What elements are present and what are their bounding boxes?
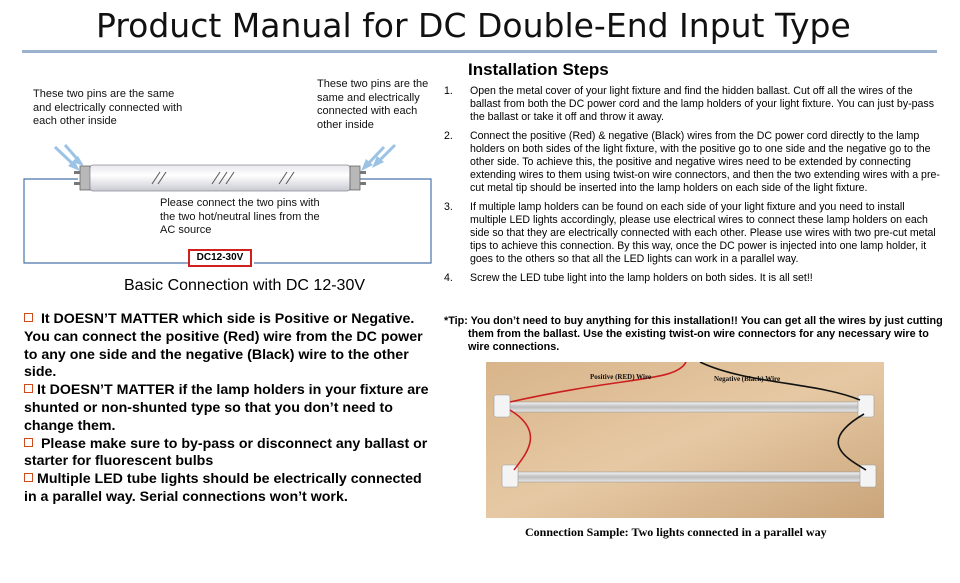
step-item: 3. If multiple lamp holders can be found on each side of your light fixture and you need to install multiple LED lights accordingly, please use electrical wires to connect these lamp holders on each side so that they are electrically connected with each other. Please use wires with two pre-cut metal tips to achieve this connection. By this way, once the DC power is injected into one lamp holder, it goes to the others so that all the LED lights can work in a parallel way. — [444, 201, 936, 265]
checkbox-icon — [24, 313, 33, 322]
tube-body — [90, 165, 350, 191]
photo-caption: Connection Sample: Two lights connected in a parallel way — [525, 525, 827, 539]
step-item: 4. Screw the LED tube light into the lamp holders on both sides. It is all set!! — [444, 272, 813, 285]
photo-tube-lower — [508, 472, 870, 482]
note-item: It DOESN’T MATTER if the lamp holders in your fixture are shunted or non-shunted type so that you don’t need to change them. — [24, 382, 429, 434]
note-item: Multiple LED tube lights should be electrically connected in a parallel way. Serial connections won’t work. — [24, 471, 422, 505]
positive-wire-label: Positive (RED) Wire — [590, 373, 652, 381]
connection-sample-photo — [486, 362, 884, 518]
tube-endcap-right — [350, 166, 360, 190]
left-pins-note: These two pins are the same and electrically connected with each other inside — [33, 88, 183, 127]
installation-steps-list — [444, 85, 944, 292]
photo-tube-upper — [500, 402, 868, 412]
connection-note: Please connect the two pins with the two hot/neutral lines from the AC source — [160, 197, 320, 236]
note-item: It DOESN’T MATTER which side is Positive or Negative. You can connect the positive (Red) wire from the DC power to any one side and the negative (Black) wire to the other side. — [24, 311, 423, 381]
title-divider — [22, 50, 937, 53]
page-title: Product Manual for DC Double-End Input Type — [96, 6, 851, 45]
step-item: 1. Open the metal cover of your light fixture and find the hidden ballast. Cut off all the wires of the ballast from both the DC power cord and the lamp holders of your light fixture. You can just by-pass the ballast or take it off and throw it away. — [444, 85, 935, 123]
installation-steps-title: Installation Steps — [468, 60, 609, 79]
checkbox-icon — [24, 384, 33, 393]
installation-tip: *Tip: You don’t need to buy anything for this installation!! You can get all the wires by just cutting them from the ballast. Use the existing twist-on wire connectors for any necessary wire to wire connections. — [444, 315, 943, 353]
step-item: 2. Connect the positive (Red) & negative (Black) wires from the DC power cord directly to the lamp holders on both sides of the light fixture, with the positive go to one side and the negative go to the other side. To achieve this, the positive and negative wires need to be extended by connecting extending wires to them using twist-on wire connectors, and then the two extending wires with a pre-cut metal tip should be inserted into the lamp holders on each side of the light fixture. — [444, 130, 940, 194]
dc-source-label: DC12-30V — [188, 249, 252, 267]
key-notes — [24, 311, 434, 507]
negative-wire-label: Negative (Black) Wire — [714, 375, 781, 383]
checkbox-icon — [24, 438, 33, 447]
diagram-caption: Basic Connection with DC 12-30V — [124, 277, 366, 294]
note-item: Please make sure to by-pass or disconnect any ballast or starter for fluorescent bulbs — [24, 435, 428, 470]
right-pins-note: These two pins are the same and electrically connected with each other inside — [317, 78, 429, 131]
tube-endcap-left — [80, 166, 90, 190]
checkbox-icon — [24, 473, 33, 482]
